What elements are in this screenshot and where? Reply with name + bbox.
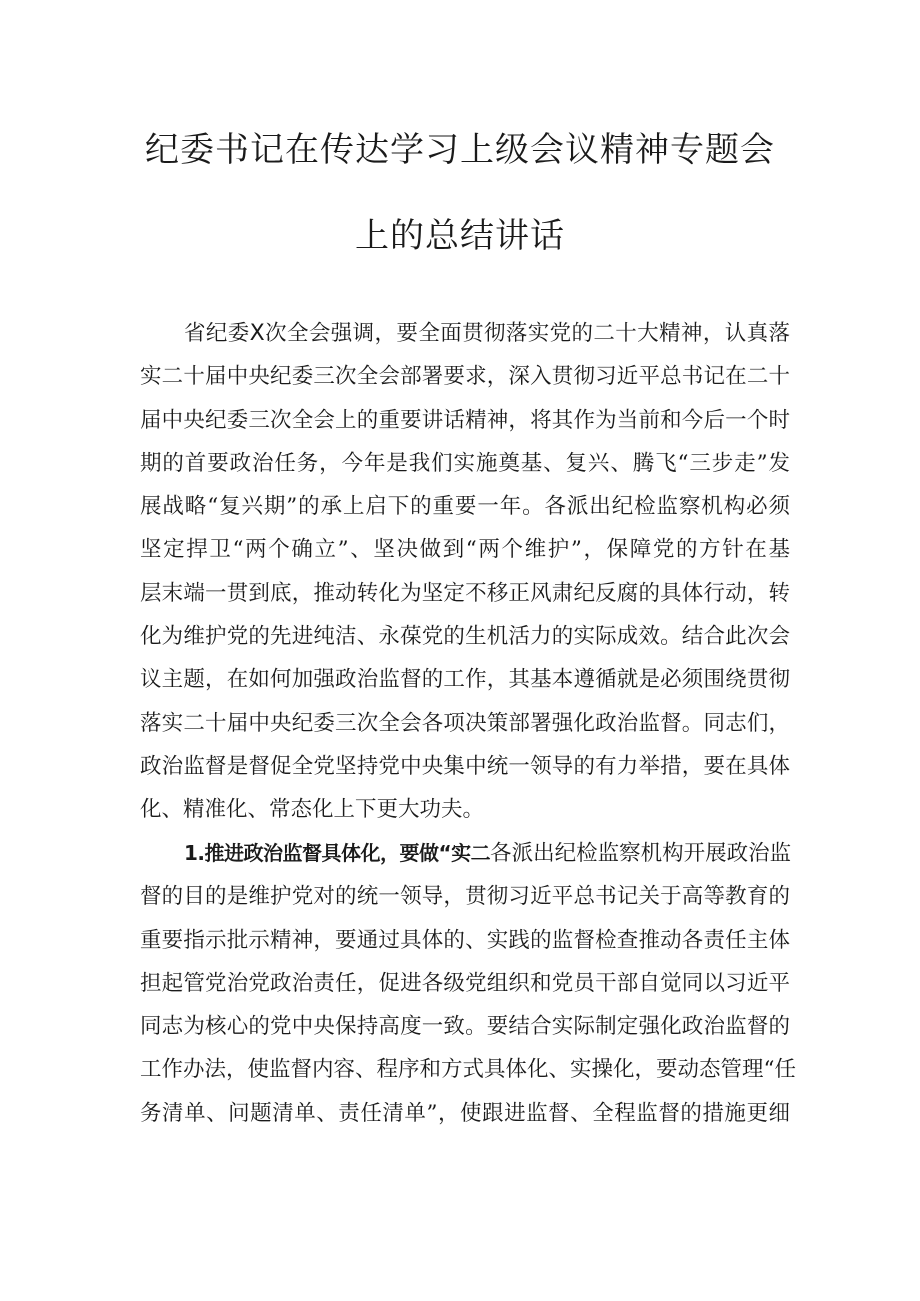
paragraph-1-line-10: 落实二十届中央纪委三次全会各项决策部署强化政治监督。同志们， [140,710,790,736]
document-title-line-1: 纪委书记在传达学习上级会议精神专题会 [145,130,775,170]
paragraph-1-line-12: 化、精准化、常态化上下更大功夫。 [140,797,485,823]
document-title-line-2: 上的总结讲话 [355,216,565,256]
paragraph-1-line-11: 政治监督是督促全党坚持党中央集中统一领导的有力举措，要在具体 [140,753,790,779]
paragraph-1-line-4: 期的首要政治任务，今年是我们实施奠基、复兴、腾飞“三步走”发 [140,450,790,476]
paragraph-1-line-7: 层末端一贯到底，推动转化为坚定不移正风肃纪反腐的具体行动，转 [140,580,790,606]
paragraph-1-line-2: 实二十届中央纪委三次全会部署要求，深入贯彻习近平总书记在二十 [140,364,790,390]
paragraph-1-line-9: 议主题，在如何加强政治监督的工作，其基本遵循就是必须围绕贯彻 [140,667,790,693]
paragraph-1-line-3: 届中央纪委三次全会上的重要讲话精神，将其作为当前和今后一个时 [140,407,790,433]
paragraph-1-line-1 [140,312,790,355]
paragraph-2-line-4: 担起管党治党政治责任，促进各级党组织和党员干部自觉同以习近平 [140,970,790,996]
paragraph-2-line-7: 务清单、问题清单、责任清单”，使跟进监督、全程监督的措施更细 [140,1100,790,1126]
paragraph-2-line-5: 同志为核心的党中央保持高度一致。要结合实际制定强化政治监督的 [140,1014,790,1040]
paragraph-1-line-5: 展战略“复兴期”的承上启下的重要一年。各派出纪检监察机构必须 [140,494,790,520]
paragraph-1-line-8: 化为维护党的先进纯洁、永葆党的生机活力的实际成效。结合此次会 [140,624,790,650]
paragraph-2-line-3: 重要指示批示精神，要通过具体的、实践的监督检查推动各责任主体 [140,927,790,953]
section-heading: 1.推进政治监督具体化，要做“实二 [184,841,491,865]
paragraph-2-line-6: 工作办法，使监督内容、程序和方式具体化、实操化，要动态管理“任 [140,1057,796,1083]
paragraph-1-line-6: 坚定捍卫“两个确立”、坚决做到“两个维护”，保障党的方针在基 [140,537,790,563]
line-text: 各派出纪检监察机构开展政治监 [490,841,792,866]
lead-mark: X [249,321,265,346]
lead-prefix: 省纪委 [184,321,250,346]
paragraph-2-line-2: 督的目的是维护党对的统一领导，贯彻习近平总书记关于高等教育的 [140,884,790,910]
paragraph-2 [140,832,796,1135]
paragraph-2-line-1 [140,832,790,875]
line-text: 次全会强调，要全面贯彻落实党的二十大精神，认真落 [264,321,790,346]
paragraph-1 [140,312,790,832]
